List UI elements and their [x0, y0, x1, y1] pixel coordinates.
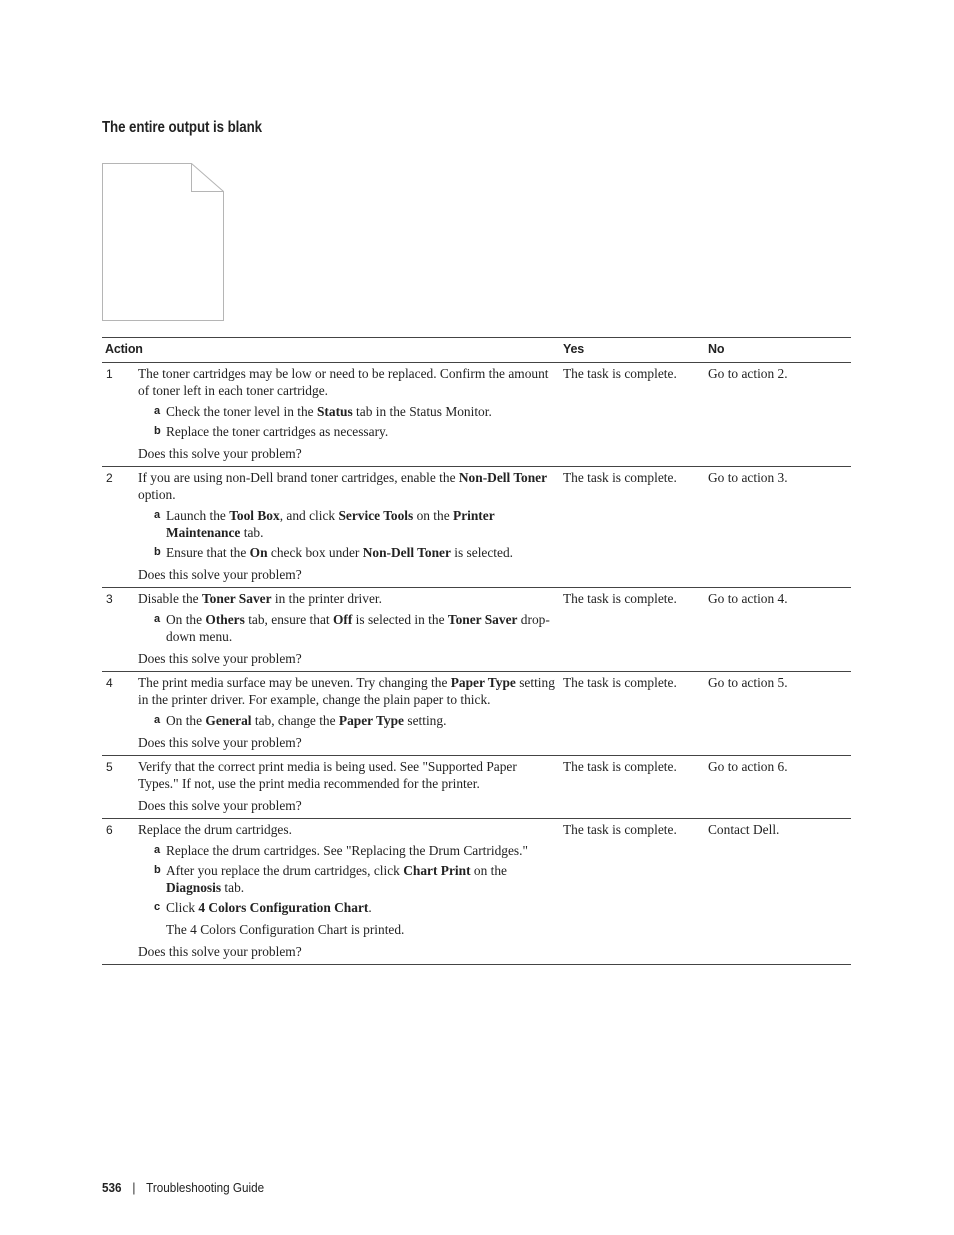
action-number: 5 — [106, 760, 113, 774]
no-cell: Go to action 3. — [708, 470, 788, 485]
action-text — [138, 365, 557, 399]
action-number: 1 — [106, 367, 113, 381]
sub-step-letter: a — [154, 509, 161, 521]
action-cell — [135, 819, 560, 965]
sub-step-letter: b — [154, 425, 161, 437]
action-number: 4 — [106, 676, 113, 690]
ui-term: General — [205, 713, 252, 728]
ui-term: Non-Dell Toner — [458, 470, 548, 485]
action-number: 3 — [106, 592, 113, 606]
text-run: Replace the toner cartridges as necessary. — [166, 424, 389, 439]
yes-cell: The task is complete. — [563, 366, 677, 381]
action-text — [138, 821, 557, 838]
ui-term: Chart Print — [403, 863, 471, 878]
text-run: Disable the — [138, 591, 202, 606]
troubleshooting-table — [102, 337, 851, 965]
question-text: Does this solve your problem? — [138, 735, 302, 750]
sub-step-letter: a — [154, 405, 161, 417]
text-run: tab, ensure that — [244, 612, 333, 627]
action-text — [138, 758, 557, 792]
ui-term: Status — [316, 404, 353, 419]
text-run: tab. — [240, 525, 264, 540]
yes-cell: The task is complete. — [563, 591, 677, 606]
no-cell: Go to action 6. — [708, 759, 788, 774]
sub-step-letter: b — [154, 864, 161, 876]
ui-term: Tool Box — [229, 508, 280, 523]
sub-step — [138, 899, 557, 916]
blank-page-outline — [103, 164, 224, 321]
sub-step — [138, 712, 557, 729]
text-run: setting. — [404, 713, 447, 728]
table-row — [102, 672, 851, 756]
ui-term: Toner Saver — [201, 591, 272, 606]
text-run: Click — [166, 900, 199, 915]
ui-term: Non-Dell Toner — [362, 545, 451, 560]
blank-page-illustration — [102, 163, 224, 322]
ui-term: Printer Maintenance — [166, 508, 495, 540]
sub-step-letter: a — [154, 613, 161, 625]
text-run: Replace the drum cartridges. See "Replacing the Drum Cartridges." — [166, 843, 528, 858]
text-run: On the — [166, 713, 206, 728]
ui-term: Service Tools — [338, 508, 414, 523]
table-header-row — [102, 338, 851, 363]
text-run: If you are using non-Dell brand toner cartridges, enable the — [138, 470, 459, 485]
action-text — [138, 469, 557, 503]
table-row — [102, 467, 851, 588]
question-text: Does this solve your problem? — [138, 567, 302, 582]
yes-cell: The task is complete. — [563, 470, 677, 485]
text-run: The toner cartridges may be low or need to be replaced. Confirm the amount of toner left in each toner cartridge. — [138, 366, 549, 398]
text-run: Verify that the correct print media is being used. See "Supported Paper Types." If not, use the print media recommended for the printer. — [138, 759, 517, 791]
page-footer — [102, 1180, 264, 1195]
yes-cell: The task is complete. — [563, 675, 677, 690]
footer-separator: | — [132, 1180, 136, 1195]
text-run: Ensure that the — [166, 545, 250, 560]
result-note: The 4 Colors Configuration Chart is printed. — [166, 922, 405, 937]
no-cell: Go to action 2. — [708, 366, 788, 381]
ui-term: Diagnosis — [166, 880, 222, 895]
text-run: drop-down menu. — [166, 612, 550, 644]
ui-term: Toner Saver — [447, 612, 518, 627]
sub-step — [138, 544, 557, 561]
question-text: Does this solve your problem? — [138, 446, 302, 461]
action-cell — [135, 756, 560, 819]
no-cell: Go to action 5. — [708, 675, 788, 690]
no-cell: Contact Dell. — [708, 822, 780, 837]
text-run: tab. — [221, 880, 245, 895]
ui-term: On — [249, 545, 268, 560]
sub-step-letter: a — [154, 844, 161, 856]
text-run: check box under — [267, 545, 363, 560]
action-number: 2 — [106, 471, 113, 485]
action-cell — [135, 363, 560, 467]
no-cell: Go to action 4. — [708, 591, 788, 606]
ui-term: 4 Colors Configuration Chart — [198, 900, 369, 915]
sub-step-letter: c — [154, 901, 161, 913]
text-run: in the printer driver. — [271, 591, 382, 606]
question-text: Does this solve your problem? — [138, 944, 302, 959]
action-cell — [135, 672, 560, 756]
header-no: No — [708, 342, 725, 356]
text-run: setting in the printer driver. For example, change the plain paper to thick. — [138, 675, 555, 707]
header-action: Action — [105, 342, 143, 356]
text-run: is selected. — [450, 545, 514, 560]
text-run: On the — [166, 612, 206, 627]
ui-term: Paper Type — [338, 713, 405, 728]
text-run: Check the toner level in the — [166, 404, 317, 419]
question-text: Does this solve your problem? — [138, 798, 302, 813]
page-title: The entire output is blank — [102, 119, 262, 136]
text-run: . — [368, 900, 372, 915]
ui-term: Paper Type — [450, 675, 516, 690]
table-row — [102, 363, 851, 467]
sub-step-letter: a — [154, 714, 161, 726]
action-text — [138, 590, 557, 607]
text-run: The print media surface may be uneven. Try changing the — [138, 675, 451, 690]
yes-cell: The task is complete. — [563, 822, 677, 837]
action-cell — [135, 588, 560, 672]
sub-step — [138, 507, 557, 541]
yes-cell: The task is complete. — [563, 759, 677, 774]
text-run: on the — [413, 508, 454, 523]
sub-step — [138, 423, 557, 440]
text-run: , and click — [279, 508, 339, 523]
table-row — [102, 756, 851, 819]
header-yes: Yes — [563, 342, 584, 356]
table-row — [102, 588, 851, 672]
text-run: is selected in the — [352, 612, 448, 627]
sub-step — [138, 403, 557, 420]
sub-step — [138, 842, 557, 859]
ui-term: Others — [205, 612, 245, 627]
text-run: After you replace the drum cartridges, click — [166, 863, 404, 878]
text-run: tab in the Status Monitor. — [352, 404, 492, 419]
text-run: Replace the drum cartridges. — [138, 822, 292, 837]
action-number: 6 — [106, 823, 113, 837]
text-run: option. — [138, 487, 176, 502]
footer-title: Troubleshooting Guide — [146, 1180, 265, 1195]
text-run: Launch the — [166, 508, 230, 523]
page-number: 536 — [102, 1180, 122, 1195]
question-text: Does this solve your problem? — [138, 651, 302, 666]
sub-step — [138, 862, 557, 896]
text-run: on the — [470, 863, 507, 878]
text-run: tab, change the — [251, 713, 339, 728]
sub-step — [138, 611, 557, 645]
sub-step-letter: b — [154, 546, 161, 558]
ui-term: Off — [332, 612, 353, 627]
action-text — [138, 674, 557, 708]
action-cell — [135, 467, 560, 588]
table-row — [102, 819, 851, 965]
